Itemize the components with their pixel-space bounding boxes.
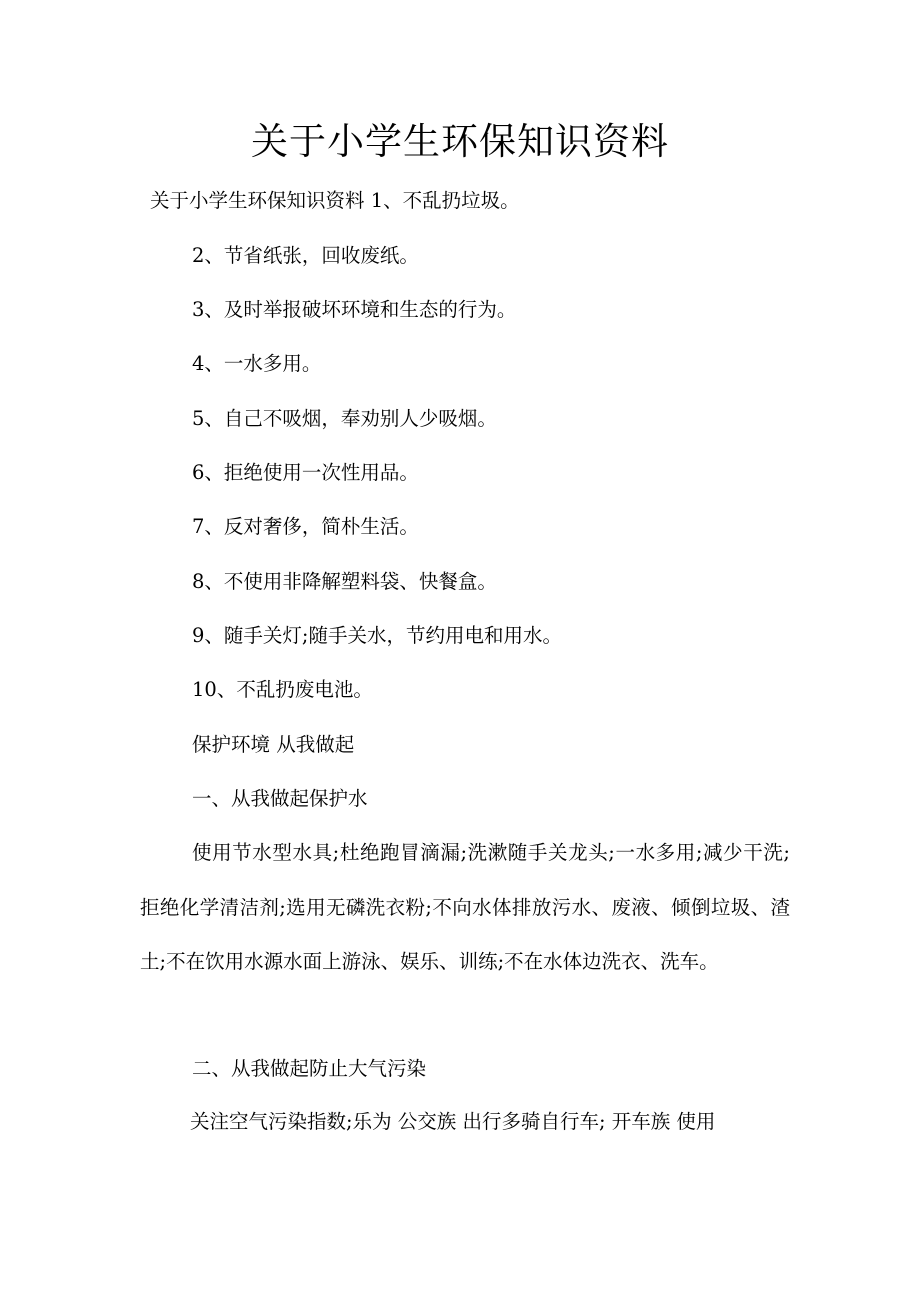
tip-line: 9、随手关灯;随手关水，节约用电和用水。 [192,624,562,647]
document-title: 关于小学生环保知识资料 [251,120,669,163]
tip-line: 2、节省纸张，回收废纸。 [192,244,419,267]
tip-line: 7、反对奢侈，简朴生活。 [192,515,419,538]
air-paragraph: 关注空气污染指数;乐为 公交族 出行多骑自行车; 开车族 使用 [190,1110,716,1133]
tip-line: 6、拒绝使用一次性用品。 [192,461,419,484]
tip-line: 8、不使用非降解塑料袋、快餐盒。 [192,570,497,593]
water-paragraph: 使用节水型水具;杜绝跑冒滴漏;洗漱随手关龙头;一水多用;减少干洗;拒绝化学清洁剂;选用无磷洗衣粉;不向水体排放污水、废液、倾倒垃圾、渣土;不在饮用水源水面上游泳、娱乐、训练;不在水体边洗衣、洗车。 [140,841,790,973]
section-heading-air: 二、从我做起防止大气污染 [192,1057,427,1080]
tip-line: 4、一水多用。 [192,352,322,375]
section-heading-water: 一、从我做起保护水 [192,787,368,810]
intro-line: 关于小学生环保知识资料 1、不乱扔垃圾。 [150,189,520,212]
tip-line: 10、不乱扔废电池。 [192,678,373,701]
section-slogan: 保护环境 从我做起 [192,733,355,756]
tip-line: 3、及时举报破坏环境和生态的行为。 [192,298,517,321]
tip-line: 5、自己不吸烟，奉劝别人少吸烟。 [192,407,497,430]
